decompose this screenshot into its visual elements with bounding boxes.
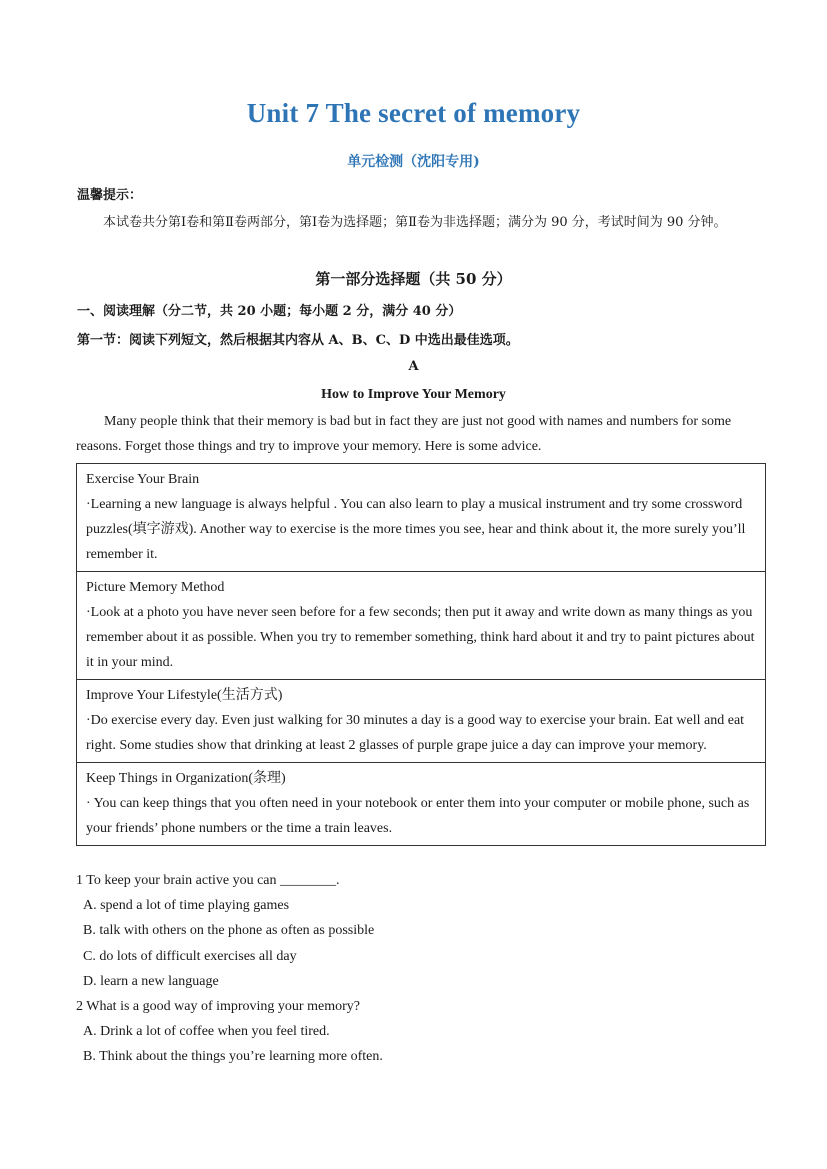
section-heading: 一、阅读理解（分二节，共 20 小题；每小题 2 分，满分 40 分） <box>77 304 462 319</box>
page-title: Unit 7 The secret of memory <box>246 98 581 128</box>
cell-body: ·Learning a new language is always helpful . You can also learn to play a musical instrument and try some crossword puzzles(填字游戏). Another way to exercise is the more times you see, hear and think about it, the more surely you’ll remember it. <box>86 497 746 562</box>
answer-option-a: A. spend a lot of time playing games <box>83 898 290 914</box>
page-subtitle: 单元检测（沈阳专用) <box>347 154 480 170</box>
cell-body: ·Do exercise every day. Even just walking for 30 minutes a day is a good way to exercise your brain. Eat well and eat right. Some studies show that drinking at least 2 glasses of purple grape juice a day can improve your memory. <box>86 713 745 753</box>
cell-body: ·Look at a photo you have never seen before for a few seconds; then put it away and write down as many things as you remember about it as possible. When you try to remember something, think hard about it and try to paint pictures about it in your mind. <box>86 605 755 670</box>
table-cell <box>77 464 766 572</box>
cell-heading: Picture Memory Method <box>86 580 225 595</box>
notice-text: 本试卷共分第Ⅰ卷和第Ⅱ卷两部分，第Ⅰ卷为选择题；第Ⅱ卷为非选择题；满分为 90 分，考试时间为 90 分钟。 <box>103 215 727 230</box>
table-cell <box>77 763 766 846</box>
table-cell <box>77 572 766 680</box>
question-1 <box>76 868 766 994</box>
cell-heading: Improve Your Lifestyle(生活方式) <box>86 688 283 703</box>
cell-heading: Exercise Your Brain <box>86 472 200 487</box>
part-one-title: 第一部分选择题（共 50 分） <box>315 270 512 288</box>
question-2 <box>76 994 766 1070</box>
table-cell <box>77 680 766 763</box>
notice-label: 温馨提示： <box>77 188 143 203</box>
passage-intro: Many people think that their memory is bad but in fact they are just not good with names and numbers for some reasons. Forget those things and try to improve your memory. Here is some advice. <box>76 414 732 454</box>
question-list <box>76 868 766 1070</box>
answer-option-b: B. Think about the things you’re learning more often. <box>83 1049 383 1065</box>
answer-option-c: C. do lots of difficult exercises all day <box>83 948 297 964</box>
question-stem: 1 To keep your brain active you can ________. <box>76 873 340 888</box>
cell-body: · You can keep things that you often need in your notebook or enter them into your computer or mobile phone, such as your friends’ phone numbers or the time a train leaves. <box>86 796 750 836</box>
table-row <box>77 763 766 846</box>
table-row <box>77 680 766 763</box>
advice-table <box>76 463 766 846</box>
subsection-heading: 第一节：阅读下列短文，然后根据其内容从 A、B、C、D 中选出最佳选项。 <box>77 333 519 348</box>
cell-heading: Keep Things in Organization(条理) <box>86 771 286 786</box>
answer-option-a: A. Drink a lot of coffee when you feel tired. <box>83 1024 330 1040</box>
table-row <box>77 572 766 680</box>
answer-option-d: D. learn a new language <box>83 973 219 989</box>
passage-letter: A <box>408 359 419 374</box>
answer-option-b: B. talk with others on the phone as often as possible <box>83 923 375 939</box>
question-stem: 2 What is a good way of improving your memory? <box>76 999 360 1015</box>
passage-title: How to Improve Your Memory <box>321 387 506 402</box>
table-row <box>77 464 766 572</box>
